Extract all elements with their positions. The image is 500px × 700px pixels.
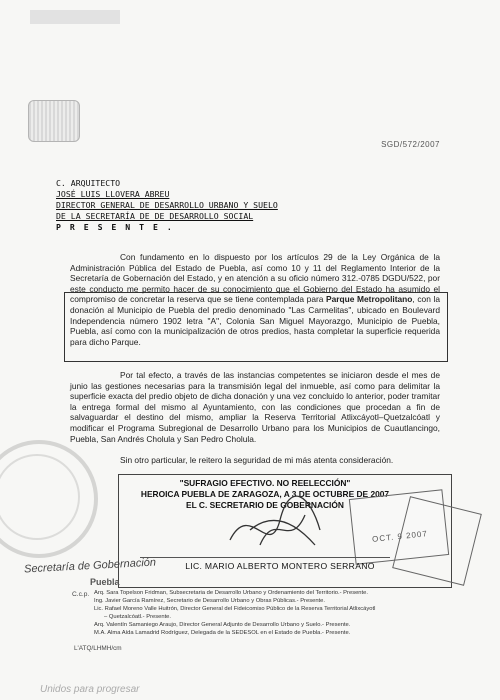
ccp-label: C.c.p. bbox=[72, 591, 90, 598]
received-date: OCT. 9 2007 bbox=[371, 529, 429, 544]
addressee-presente: P R E S E N T E . bbox=[56, 222, 174, 232]
addressee-block bbox=[56, 178, 278, 233]
puebla-stamp-text: Puebla bbox=[90, 577, 120, 587]
signature-scribble bbox=[220, 490, 340, 560]
addressee-position: DIRECTOR GENERAL DE DESARROLLO URBANO Y SUELO bbox=[56, 200, 278, 210]
footer-slogan: Unidos para progresar bbox=[40, 684, 140, 695]
ccp-item: M.A. Alma Aída Lamadrid Rodríguez, Delegada de la SEDESOL en el Estado de Puebla.- Presente. bbox=[94, 630, 351, 636]
ccp-item: Arq. Sara Topelson Fridman, Subsecretaria de Desarrollo Urbano y Ordenamiento del Territorio.- Presente. bbox=[94, 590, 368, 596]
typist-initials: L'ATQ/LHMH/cm bbox=[74, 645, 122, 652]
state-crest-logo bbox=[28, 100, 80, 142]
closing-place-date: HEROICA PUEBLA DE ZARAGOZA, A 3 DE OCTUBRE DE 2007 bbox=[140, 489, 390, 499]
paragraph-3: Sin otro particular, le reitero la seguridad de mi más atenta consideración. bbox=[120, 455, 394, 465]
addressee-name: JOSÉ LUIS LLOVERA ABREU bbox=[56, 189, 170, 199]
secretaria-stamp-text: Secretaría de Gobernación bbox=[23, 556, 157, 576]
signature-line bbox=[140, 557, 390, 558]
ccp-item: – Quetzalcóatl.- Presente. bbox=[104, 614, 172, 620]
paragraph-1: Con fundamento en lo dispuesto por los artículos 29 de la Ley Orgánica de la Administración Pública del Estado de Puebla, así como 10 y 11 del Reglamento Interior de la Secretaría de Gobernación del Estado, y en atención a su oficio número 312.-0785 DGDU/522, por este conducto me permito hacer de su conocimiento que el Gobierno del Estado ha asumido el compromiso de concretar la reserva que se tiene contemplada para Parque Metropolitano, con la donación al Municipio de Puebla del predio denominado "Las Carmelitas", ubicado en Boulevard Independencia número 1902 letra "A", Colonia San Miguel Mayorazgo, Municipio de Puebla, Puebla, así como con la municipalización de otros predios, hasta completar la superficie requerida para dicho Parque. bbox=[70, 252, 440, 347]
closing-motto: "SUFRAGIO EFECTIVO. NO REELECCIÓN" bbox=[179, 478, 351, 488]
signer-name: LIC. MARIO ALBERTO MONTERO SERRANO bbox=[185, 561, 375, 571]
addressee-title: C. ARQUITECTO bbox=[56, 178, 121, 188]
ccp-item: Arq. Valentín Samaniego Araujo, Director General Adjunto de Desarrollo Urbano y Suelo.- Presente. bbox=[94, 622, 351, 628]
ccp-item: Ing. Javier García Ramírez, Secretario de Desarrollo Urbano y Obras Públicas.- Presente. bbox=[94, 598, 326, 604]
closing-position: EL C. SECRETARIO DE GOBERNACIÓN bbox=[186, 500, 344, 510]
parque-metropolitano-emphasis: Parque Metropolitano bbox=[326, 294, 413, 305]
addressee-department: DE LA SECRETARÍA DE DE DESARROLLO SOCIAL bbox=[56, 211, 254, 221]
reference-number: SGD/572/2007 bbox=[381, 140, 440, 149]
letterhead-mark bbox=[30, 10, 120, 24]
ccp-list bbox=[94, 589, 474, 637]
ccp-item: Lic. Rafael Moreno Valle Huitrón, Director General del Fideicomiso Público de la Reserva Territorial Atlixcáyotl bbox=[94, 606, 376, 612]
paragraph-2: Por tal efecto, a través de las instancias competentes se iniciaron desde el mes de junio las gestiones necesarias para la transmisión legal del inmueble, así como para delimitar la superficie exacta del predio objeto de dicha donación y una vez concluido lo anterior, poder tramitar la entrega formal del mismo al Ayuntamiento, con las condiciones que procedan a fin de salvaguardar el destino del mismo, ampliar la Reserva Territorial Atlixcáyotl–Quetzalcóatl y modificar el Programa Subregional de Desarrollo Urbano para los Municipios de Cuautlancingo, Puebla, San Andrés Cholula y San Pedro Cholula. bbox=[70, 370, 440, 444]
